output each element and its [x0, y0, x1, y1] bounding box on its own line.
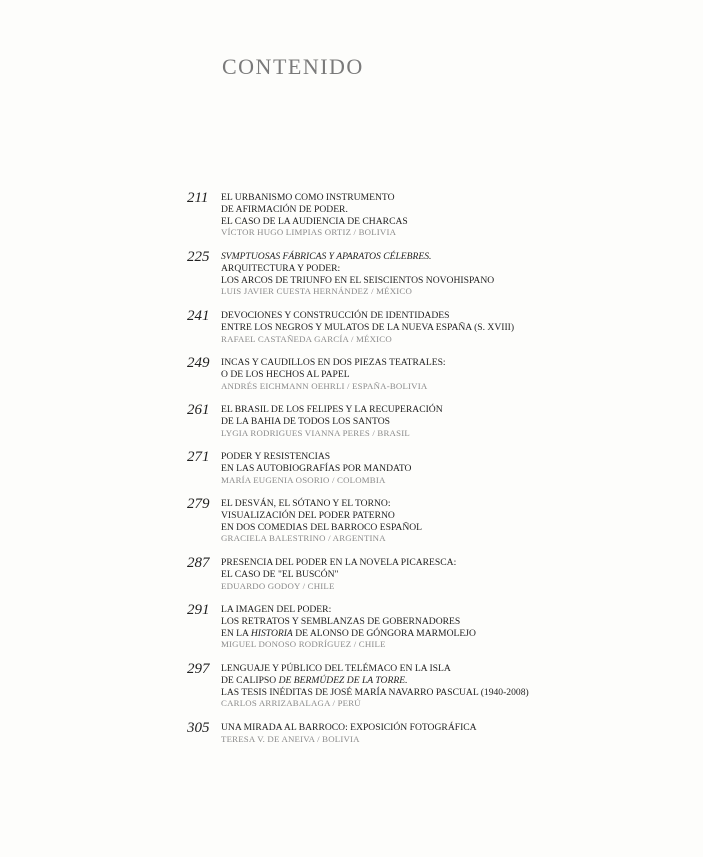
entry-title-line: UNA MIRADA AL BARROCO: EXPOSICIÓN FOTOGRÁFICA [221, 722, 477, 733]
entry-title-line: EL CASO DE "EL BUSCÓN" [221, 568, 339, 580]
entry-title-line: VISUALIZACIÓN DEL PODER PATERNO [221, 509, 395, 521]
page-number: 287 [187, 555, 210, 571]
entry-title-line: EL CASO DE LA AUDIENCIA DE CHARCAS [221, 215, 408, 227]
entry-title-line: EN DOS COMEDIAS DEL BARROCO ESPAÑOL [221, 521, 423, 533]
entry-title-line: SVMPTUOSAS FÁBRICAS Y APARATOS CÉLEBRES. [221, 251, 432, 262]
entry-title-line: EL DESVÁN, EL SÓTANO Y EL TORNO: [221, 498, 391, 509]
entry-title-segment: DE ALONSO DE GÓNGORA MARMOLEJO [292, 627, 476, 639]
entry-author: MARÍA EUGENIA OSORIO / COLOMBIA [221, 474, 386, 485]
entry-title-italic: DE BERMÚDEZ DE LA TORRE. [278, 674, 408, 686]
page-number: 305 [187, 720, 210, 736]
page-number: 241 [187, 308, 210, 324]
page-number: 211 [187, 190, 209, 206]
entry-title-line: LOS RETRATOS Y SEMBLANZAS DE GOBERNADORES [221, 615, 461, 627]
entry-title-line: LA IMAGEN DEL PODER: [221, 604, 332, 615]
entry-author: LYGIA RODRIGUES VIANNA PERES / BRASIL [221, 427, 410, 438]
entry-author: ANDRÉS EICHMANN OEHRLI / ESPAÑA-BOLIVIA [221, 380, 428, 391]
page-number: 297 [187, 661, 210, 677]
entry-title-line: DE LA BAHIA DE TODOS LOS SANTOS [221, 415, 390, 427]
entry-title-line: LAS TESIS INÉDITAS DE JOSÉ MARÍA NAVARRO PASCUAL (1940-2008) [221, 686, 529, 698]
entry-title-italic: HISTORIA [250, 627, 293, 639]
entry-author: GRACIELA BALESTRINO / ARGENTINA [221, 533, 386, 544]
entry-title-line: EN LAS AUTOBIOGRAFÍAS POR MANDATO [221, 462, 412, 474]
page-number: 225 [187, 249, 210, 265]
page-number: 261 [187, 402, 210, 418]
entry-title-line: EL BRASIL DE LOS FELIPES Y LA RECUPERACIÓN [221, 404, 443, 415]
entry-author: VÍCTOR HUGO LIMPIAS ORTIZ / BOLIVIA [221, 227, 397, 238]
page-number: 271 [187, 449, 210, 465]
entry-title-line: LOS ARCOS DE TRIUNFO EN EL SEISCIENTOS NOVOHISPANO [221, 274, 495, 286]
entry-title-line [221, 628, 681, 640]
page-number: 279 [187, 496, 210, 512]
entry-title-segment: DE CALIPSO [221, 674, 279, 686]
page-title: CONTENIDO [222, 54, 364, 79]
entry-title-line: DEVOCIONES Y CONSTRUCCIÓN DE IDENTIDADES [221, 310, 450, 321]
entry-title-line [221, 675, 681, 687]
entry-title-line: LENGUAJE Y PÚBLICO DEL TELÉMACO EN LA ISLA [221, 663, 451, 674]
entry-title-line: ENTRE LOS NEGROS Y MULATOS DE LA NUEVA ESPAÑA (S. XVIII) [221, 321, 515, 333]
page-number: 291 [187, 602, 210, 618]
entry-author: MIGUEL DONOSO RODRÍGUEZ / CHILE [221, 639, 386, 650]
entry-title-line: DE AFIRMACIÓN DE PODER. [221, 203, 348, 215]
entry-title-segment: EN LA [221, 627, 251, 639]
page-number: 249 [187, 355, 210, 371]
entry-title-line: PODER Y RESISTENCIAS [221, 451, 331, 462]
entry-title-line: ARQUITECTURA Y PODER: [221, 262, 341, 274]
entry-title-line: O DE LOS HECHOS AL PAPEL [221, 368, 350, 380]
entry-author: CARLOS ARRIZABALAGA / PERÚ [221, 698, 361, 709]
entry-author: EDUARDO GODOY / CHILE [221, 580, 335, 591]
entry-author: RAFAEL CASTAÑEDA GARCÍA / MÉXICO [221, 333, 392, 344]
entry-title-line: EL URBANISMO COMO INSTRUMENTO [221, 192, 395, 203]
entry-title-line: PRESENCIA DEL PODER EN LA NOVELA PICARESCA: [221, 557, 457, 568]
entry-author: LUIS JAVIER CUESTA HERNÁNDEZ / MÉXICO [221, 286, 413, 297]
entry-title-line: INCAS Y CAUDILLOS EN DOS PIEZAS TEATRALES: [221, 357, 446, 368]
entry-author: TERESA V. DE ANEIVA / BOLIVIA [221, 733, 360, 744]
